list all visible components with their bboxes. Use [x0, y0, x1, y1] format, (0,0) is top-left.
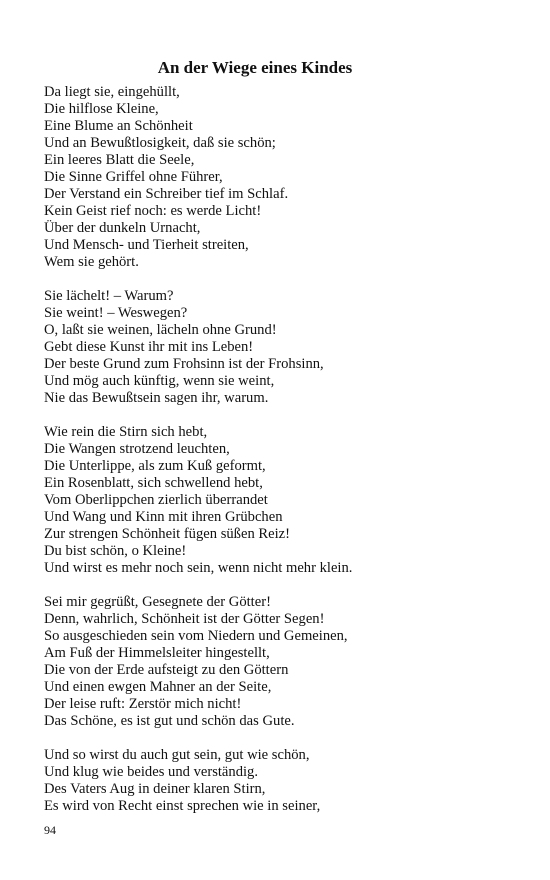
poem-line: So ausgeschieden sein vom Niedern und Gemeinen,	[44, 628, 348, 644]
poem-line: Am Fuß der Himmelsleiter hingestellt,	[44, 645, 270, 661]
poem-line: Der leise ruft: Zerstör mich nicht!	[44, 696, 242, 712]
poem-line: Und klug wie beides und verständig.	[44, 764, 259, 780]
poem-line: Nie das Bewußtsein sagen ihr, warum.	[44, 390, 269, 406]
poem-line: Der Verstand ein Schreiber tief im Schlaf.	[44, 186, 289, 202]
poem-line: Sie weint! – Weswegen?	[44, 305, 188, 321]
poem-line: Zur strengen Schönheit fügen süßen Reiz!	[44, 526, 290, 542]
poem-line: Und wirst es mehr noch sein, wenn nicht mehr klein.	[44, 560, 353, 576]
poem-line: Und an Bewußtlosigkeit, daß sie schön;	[44, 135, 276, 151]
poem-line: Denn, wahrlich, Schönheit ist der Götter Segen!	[44, 611, 325, 627]
poem-line: Kein Geist rief noch: es werde Licht!	[44, 203, 262, 219]
poem-line: Und Wang und Kinn mit ihren Grübchen	[44, 509, 283, 525]
poem-line: Vom Oberlippchen zierlich überrandet	[44, 492, 268, 508]
poem-line: O, laßt sie weinen, lächeln ohne Grund!	[44, 322, 277, 338]
poem-line: Der beste Grund zum Frohsinn ist der Frohsinn,	[44, 356, 324, 372]
poem-line: Ein leeres Blatt die Seele,	[44, 152, 195, 168]
poem-line: Und Mensch- und Tierheit streiten,	[44, 237, 249, 253]
poem-line: Die Sinne Griffel ohne Führer,	[44, 169, 223, 185]
poem-line: Gebt diese Kunst ihr mit ins Leben!	[44, 339, 254, 355]
poem-line: Sie lächelt! – Warum?	[44, 288, 174, 304]
poem-line: Ein Rosenblatt, sich schwellend hebt,	[44, 475, 263, 491]
poem-line: Wem sie gehört.	[44, 254, 139, 270]
poem-line: Wie rein die Stirn sich hebt,	[44, 424, 208, 440]
stanza-1	[44, 84, 524, 271]
poem-line: Und einen ewgen Mahner an der Seite,	[44, 679, 272, 695]
poem-line: Und so wirst du auch gut sein, gut wie schön,	[44, 747, 310, 763]
stanza-2	[44, 288, 524, 407]
poem-line: Die von der Erde aufsteigt zu den Göttern	[44, 662, 289, 678]
poem-line: Du bist schön, o Kleine!	[44, 543, 187, 559]
poem-line: Und mög auch künftig, wenn sie weint,	[44, 373, 275, 389]
stanza-5	[44, 747, 524, 815]
poem-line: Die hilflose Kleine,	[44, 101, 159, 117]
poem-line: Die Unterlippe, als zum Kuß geformt,	[44, 458, 266, 474]
poem-title: An der Wiege eines Kindes	[157, 58, 353, 77]
poem-line: Des Vaters Aug in deiner klaren Stirn,	[44, 781, 266, 797]
poem-line: Es wird von Recht einst sprechen wie in seiner,	[44, 798, 321, 814]
poem-line: Sei mir gegrüßt, Gesegnete der Götter!	[44, 594, 271, 610]
poem-line: Über der dunkeln Urnacht,	[44, 220, 201, 236]
stanza-3	[44, 424, 524, 577]
stanza-4	[44, 594, 524, 730]
poem-line: Die Wangen strotzend leuchten,	[44, 441, 230, 457]
poem-body	[44, 84, 524, 832]
poem-line: Eine Blume an Schönheit	[44, 118, 193, 134]
poem-line: Das Schöne, es ist gut und schön das Gute.	[44, 713, 295, 729]
page-number: 94	[44, 823, 56, 837]
poem-line: Da liegt sie, eingehüllt,	[44, 84, 180, 100]
